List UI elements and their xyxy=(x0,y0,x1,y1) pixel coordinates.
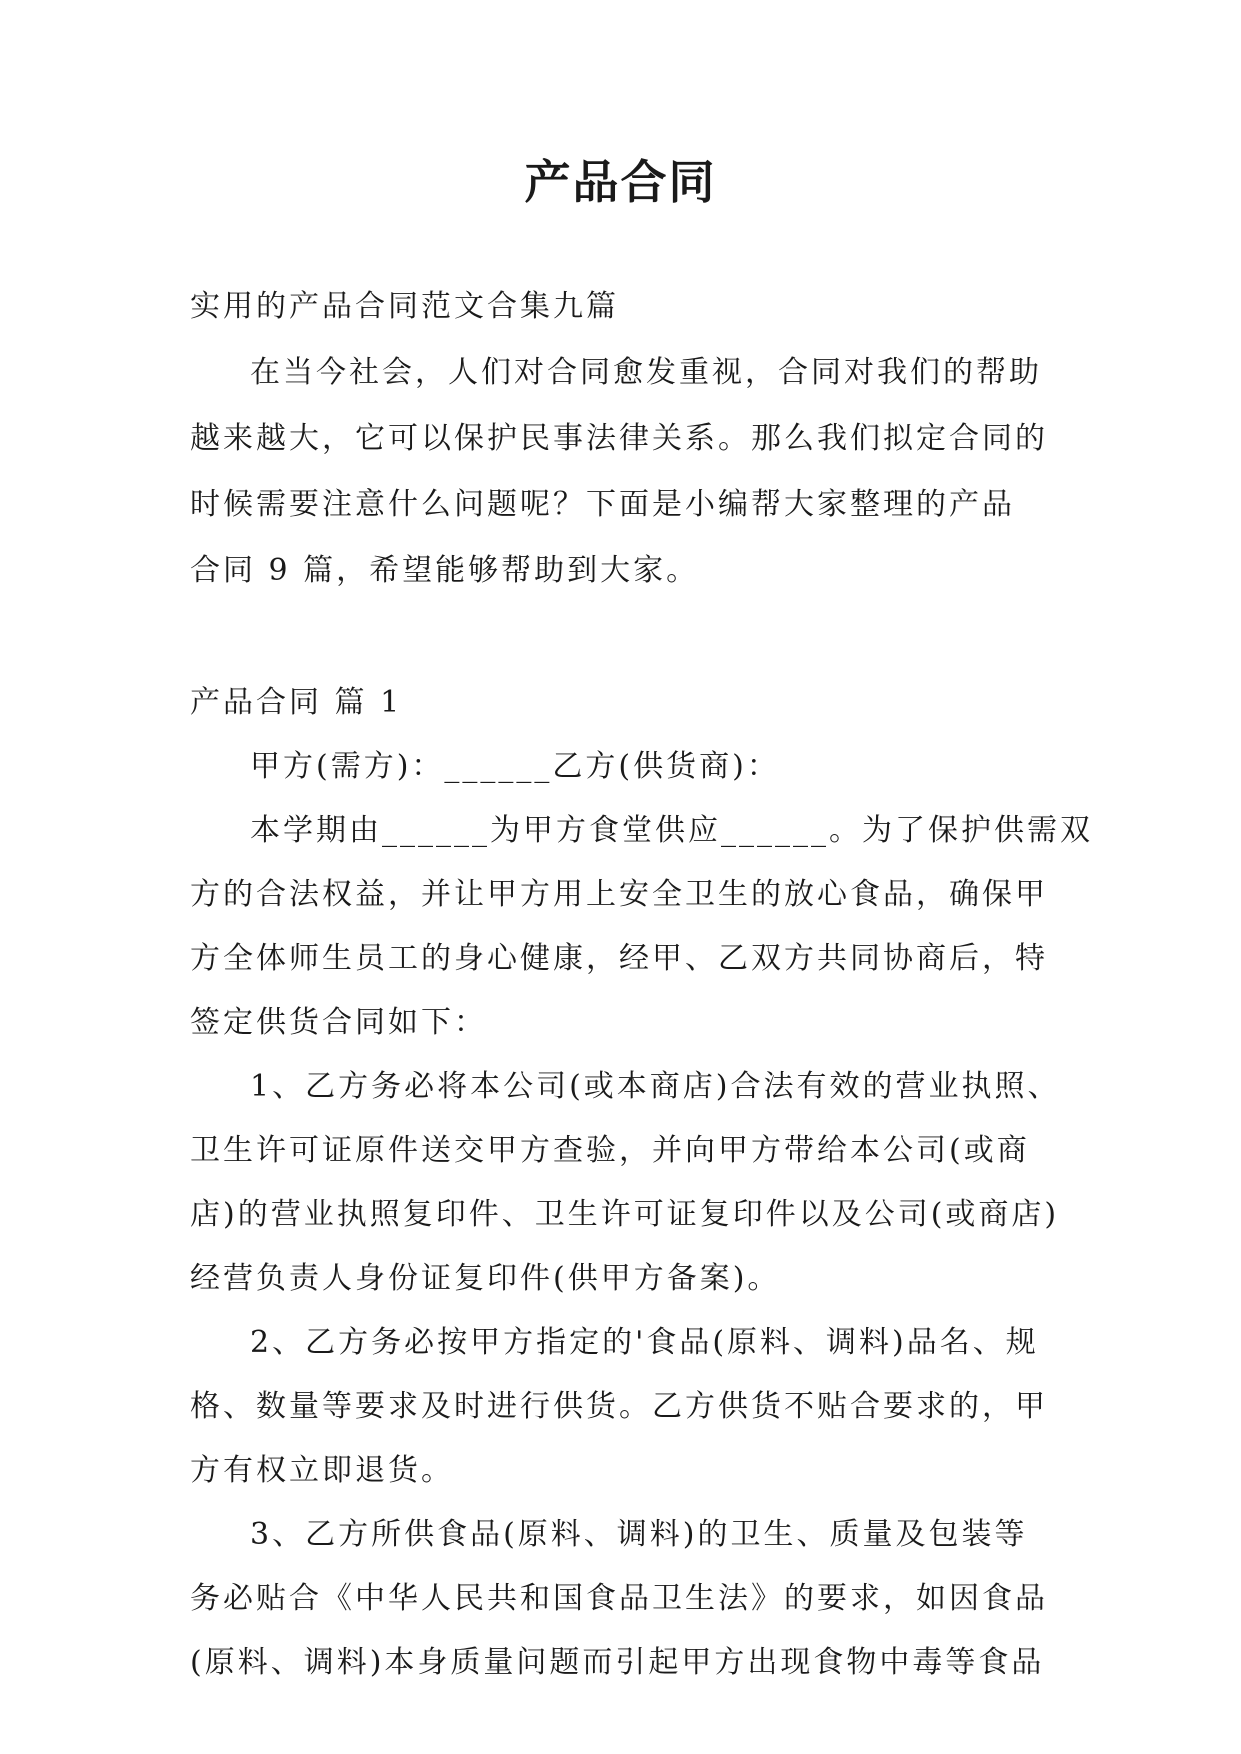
clause-1 xyxy=(190,1067,1060,1299)
clause-line: 3、乙方所供食品(原料、调料)的卫生、质量及包装等 xyxy=(250,1517,1028,1552)
parties-line: 甲方(需方)：______乙方(供货商)： xyxy=(250,749,780,784)
document-subtitle: 实用的产品合同范文合集九篇 xyxy=(190,289,619,324)
document-title: 产品合同 xyxy=(524,155,717,209)
preamble-line: 签定供货合同如下： xyxy=(190,1005,487,1040)
clause-line: 2、乙方务必按甲方指定的'食品(原料、调料)品名、规 xyxy=(250,1325,1039,1360)
clause-line: (原料、调料)本身质量问题而引起甲方出现食物中毒等食品 xyxy=(190,1645,1045,1680)
intro-paragraph xyxy=(190,353,1060,591)
section-heading: 产品合同 篇 1 xyxy=(190,685,403,720)
clause-line: 卫生许可证原件送交甲方查验，并向甲方带给本公司(或商 xyxy=(190,1133,1030,1168)
document-body xyxy=(190,287,1093,1683)
clause-line: 方有权立即退货。 xyxy=(190,1453,454,1488)
clause-3 xyxy=(190,1515,1060,1683)
intro-line: 时候需要注意什么问题呢？下面是小编帮大家整理的产品 xyxy=(190,487,1015,522)
preamble-paragraph xyxy=(190,811,1093,1043)
clause-line: 格、数量等要求及时进行供货。乙方供货不贴合要求的，甲 xyxy=(190,1389,1048,1424)
intro-line: 合同 9 篇，希望能够帮助到大家。 xyxy=(190,553,700,588)
intro-line: 越来越大，它可以保护民事法律关系。那么我们拟定合同的 xyxy=(190,421,1048,456)
preamble-line: 本学期由______为甲方食堂供应______。为了保护供需双 xyxy=(250,813,1093,848)
preamble-line: 方的合法权益，并让甲方用上安全卫生的放心食品，确保甲 xyxy=(190,877,1048,912)
clause-2 xyxy=(190,1323,1060,1491)
clause-line: 务必贴合《中华人民共和国食品卫生法》的要求，如因食品 xyxy=(190,1581,1048,1616)
clause-line: 店)的营业执照复印件、卫生许可证复印件以及公司(或商店) xyxy=(190,1197,1060,1232)
preamble-line: 方全体师生员工的身心健康，经甲、乙双方共同协商后，特 xyxy=(190,941,1048,976)
clause-line: 经营负责人身份证复印件(供甲方备案)。 xyxy=(190,1261,781,1296)
intro-line: 在当今社会，人们对合同愈发重视，合同对我们的帮助 xyxy=(250,355,1042,390)
clause-line: 1、乙方务必将本公司(或本商店)合法有效的营业执照、 xyxy=(250,1069,1061,1104)
